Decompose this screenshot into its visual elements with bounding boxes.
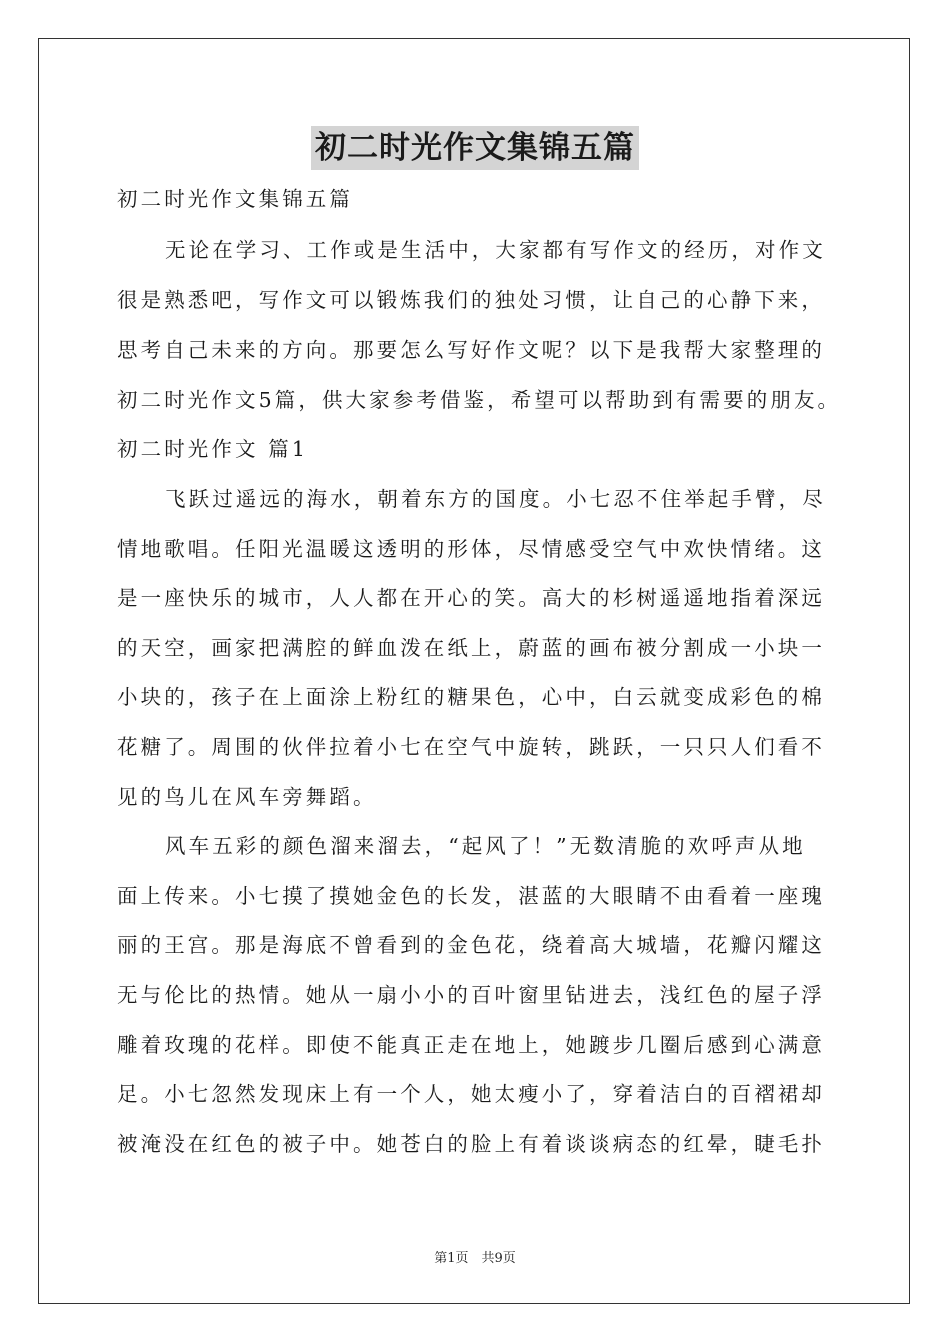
body-line: 思考自己未来的方向。那要怎么写好作文呢？以下是我帮大家整理的 — [117, 338, 825, 362]
document-title: 初二时光作文集锦五篇 — [311, 126, 639, 170]
body-line: 飞跃过遥远的海水，朝着东方的国度。小七忍不住举起手臂，尽 — [165, 487, 826, 511]
body-line: 被淹没在红色的被子中。她苍白的脸上有着谈谈病态的红晕，睫毛扑 — [117, 1132, 825, 1156]
page-footer: 第1页 共9页 — [434, 1251, 516, 1266]
subtitle-line: 初二时光作文集锦五篇 — [117, 187, 353, 211]
body-line: 是一座快乐的城市，人人都在开心的笑。高大的杉树遥遥地指着深远 — [117, 586, 825, 610]
body-line: 无与伦比的热情。她从一扇小小的百叶窗里钻进去，浅红色的屋子浮 — [117, 983, 825, 1007]
body-line: 见的鸟儿在风车旁舞蹈。 — [117, 785, 377, 809]
body-line: 情地歌唱。任阳光温暖这透明的形体，尽情感受空气中欢快情绪。这 — [117, 537, 825, 561]
body-line: 花糖了。周围的伙伴拉着小七在空气中旋转，跳跃，一只只人们看不 — [117, 735, 825, 759]
body-line: 足。小七忽然发现床上有一个人，她太瘦小了，穿着洁白的百褶裙却 — [117, 1082, 825, 1106]
body-line: 的天空，画家把满腔的鲜血泼在纸上，蔚蓝的画布被分割成一小块一 — [117, 636, 825, 660]
body-line: 丽的王宫。那是海底不曾看到的金色花，绕着高大城墙，花瓣闪耀这 — [117, 933, 825, 957]
section-heading: 初二时光作文 篇1 — [117, 437, 308, 461]
body-line: 风车五彩的颜色溜来溜去，“起风了！”无数清脆的欢呼声从地 — [165, 834, 806, 858]
title-container — [0, 126, 950, 170]
body-line: 小块的，孩子在上面涂上粉红的糖果色，心中，白云就变成彩色的棉 — [117, 685, 825, 709]
page-border — [38, 38, 910, 1304]
body-line: 初二时光作文5篇，供大家参考借鉴，希望可以帮助到有需要的朋友。 — [117, 388, 842, 412]
body-line: 无论在学习、工作或是生活中，大家都有写作文的经历，对作文 — [165, 238, 826, 262]
body-line: 面上传来。小七摸了摸她金色的长发，湛蓝的大眼睛不由看着一座瑰 — [117, 884, 825, 908]
body-line: 雕着玫瑰的花样。即使不能真正走在地上，她踱步几圈后感到心满意 — [117, 1033, 825, 1057]
body-line: 很是熟悉吧，写作文可以锻炼我们的独处习惯，让自己的心静下来， — [117, 288, 825, 312]
